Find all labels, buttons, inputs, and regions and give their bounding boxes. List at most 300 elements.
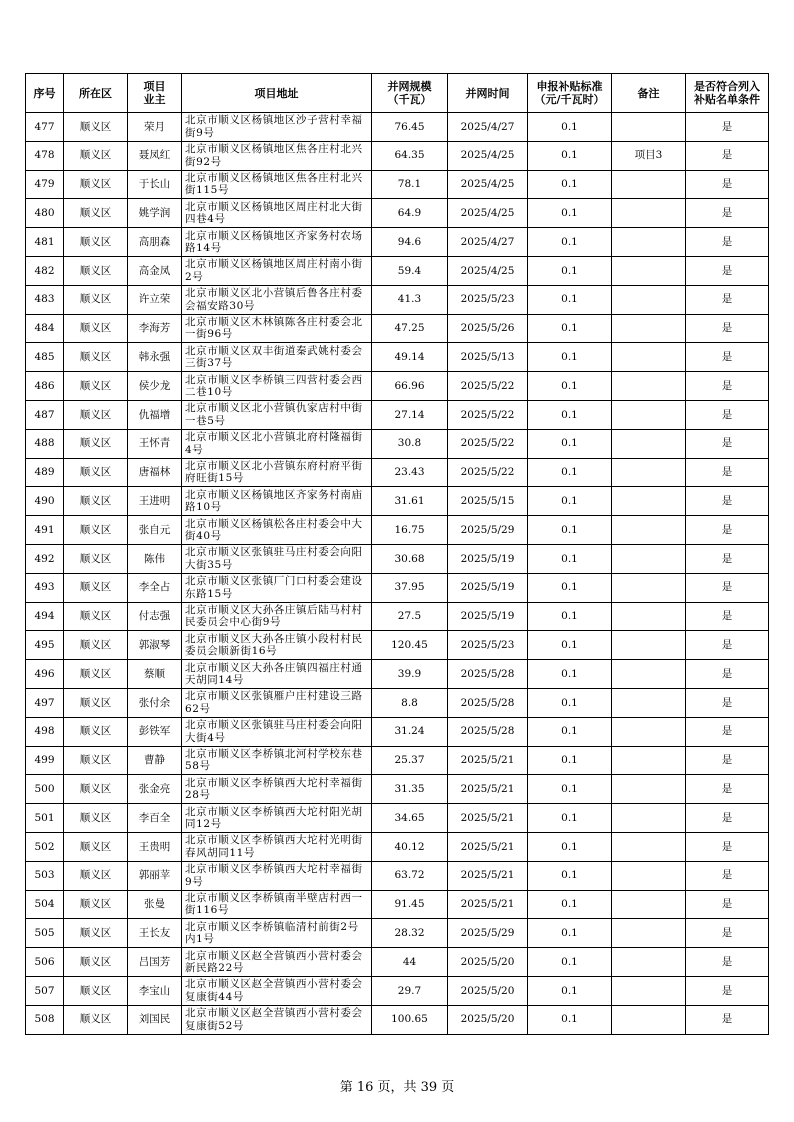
cell-district: 顺义区 — [64, 429, 128, 458]
table-row — [26, 832, 769, 861]
cell-scale: 47.25 — [372, 314, 448, 343]
table-row — [26, 544, 769, 573]
cell-district: 顺义区 — [64, 285, 128, 314]
cell-district: 顺义区 — [64, 976, 128, 1005]
header-remark: 备注 — [612, 74, 686, 113]
cell-standard: 0.1 — [528, 1005, 612, 1034]
cell-time: 2025/5/19 — [448, 573, 528, 602]
cell-scale: 94.6 — [372, 228, 448, 257]
cell-scale: 34.65 — [372, 804, 448, 833]
cell-standard: 0.1 — [528, 746, 612, 775]
cell-owner: 张自元 — [128, 516, 182, 545]
cell-eligible: 是 — [686, 861, 769, 890]
cell-scale: 29.7 — [372, 976, 448, 1005]
cell-time: 2025/5/21 — [448, 804, 528, 833]
cell-remark — [612, 948, 686, 977]
table-row — [26, 948, 769, 977]
cell-scale: 59.4 — [372, 256, 448, 285]
cell-seq: 499 — [26, 746, 64, 775]
cell-standard: 0.1 — [528, 199, 612, 228]
cell-time: 2025/5/28 — [448, 688, 528, 717]
cell-remark — [612, 285, 686, 314]
cell-address: 北京市顺义区李桥镇西大坨村幸福街28号 — [182, 775, 372, 804]
cell-standard: 0.1 — [528, 544, 612, 573]
cell-district: 顺义区 — [64, 890, 128, 919]
cell-remark — [612, 228, 686, 257]
cell-address: 北京市顺义区杨镇地区齐家务村农场路14号 — [182, 228, 372, 257]
cell-standard: 0.1 — [528, 141, 612, 170]
cell-owner: 李百全 — [128, 804, 182, 833]
cell-district: 顺义区 — [64, 861, 128, 890]
cell-standard: 0.1 — [528, 400, 612, 429]
cell-remark — [612, 113, 686, 142]
cell-remark — [612, 861, 686, 890]
cell-standard: 0.1 — [528, 458, 612, 487]
cell-owner: 付志强 — [128, 602, 182, 631]
cell-eligible: 是 — [686, 170, 769, 199]
cell-time: 2025/5/19 — [448, 602, 528, 631]
cell-eligible: 是 — [686, 314, 769, 343]
cell-eligible: 是 — [686, 948, 769, 977]
table-row — [26, 285, 769, 314]
cell-remark — [612, 602, 686, 631]
table-body — [26, 113, 769, 1035]
cell-standard: 0.1 — [528, 890, 612, 919]
cell-eligible: 是 — [686, 717, 769, 746]
cell-remark — [612, 458, 686, 487]
cell-address: 北京市顺义区张镇厂门口村委会建设东路15号 — [182, 573, 372, 602]
cell-remark — [612, 746, 686, 775]
header-district: 所在区 — [64, 74, 128, 113]
cell-district: 顺义区 — [64, 544, 128, 573]
cell-time: 2025/5/22 — [448, 400, 528, 429]
cell-time: 2025/5/28 — [448, 717, 528, 746]
table-row — [26, 573, 769, 602]
cell-time: 2025/5/28 — [448, 660, 528, 689]
cell-owner: 郭淑琴 — [128, 631, 182, 660]
cell-district: 顺义区 — [64, 372, 128, 401]
cell-eligible: 是 — [686, 487, 769, 516]
cell-scale: 49.14 — [372, 343, 448, 372]
cell-scale: 16.75 — [372, 516, 448, 545]
cell-owner: 彭铁军 — [128, 717, 182, 746]
cell-district: 顺义区 — [64, 170, 128, 199]
cell-seq: 494 — [26, 602, 64, 631]
cell-standard: 0.1 — [528, 170, 612, 199]
cell-scale: 63.72 — [372, 861, 448, 890]
cell-owner: 吕国芳 — [128, 948, 182, 977]
cell-seq: 484 — [26, 314, 64, 343]
cell-remark — [612, 660, 686, 689]
cell-seq: 482 — [26, 256, 64, 285]
cell-time: 2025/5/21 — [448, 832, 528, 861]
cell-time: 2025/5/13 — [448, 343, 528, 372]
header-eligible: 是否符合列入 补贴名单条件 — [686, 74, 769, 113]
cell-time: 2025/4/27 — [448, 228, 528, 257]
cell-seq: 481 — [26, 228, 64, 257]
cell-address: 北京市顺义区李桥镇西大坨村幸福街9号 — [182, 861, 372, 890]
cell-district: 顺义区 — [64, 948, 128, 977]
cell-district: 顺义区 — [64, 256, 128, 285]
cell-district: 顺义区 — [64, 199, 128, 228]
table-row — [26, 804, 769, 833]
table-row — [26, 314, 769, 343]
cell-eligible: 是 — [686, 113, 769, 142]
cell-seq: 477 — [26, 113, 64, 142]
cell-district: 顺义区 — [64, 804, 128, 833]
cell-address: 北京市顺义区赵全营镇西小营村委会新民路22号 — [182, 948, 372, 977]
cell-address: 北京市顺义区大孙各庄镇小段村村民委员会顺新街16号 — [182, 631, 372, 660]
table-row — [26, 141, 769, 170]
table-row — [26, 775, 769, 804]
cell-scale: 23.43 — [372, 458, 448, 487]
cell-district: 顺义区 — [64, 1005, 128, 1034]
cell-eligible: 是 — [686, 573, 769, 602]
cell-time: 2025/5/15 — [448, 487, 528, 516]
cell-district: 顺义区 — [64, 660, 128, 689]
cell-eligible: 是 — [686, 372, 769, 401]
cell-district: 顺义区 — [64, 487, 128, 516]
cell-remark — [612, 775, 686, 804]
cell-district: 顺义区 — [64, 400, 128, 429]
cell-remark — [612, 400, 686, 429]
cell-owner: 张付余 — [128, 688, 182, 717]
cell-remark — [612, 890, 686, 919]
header-scale: 并网规模 （千瓦） — [372, 74, 448, 113]
cell-eligible: 是 — [686, 746, 769, 775]
cell-time: 2025/4/27 — [448, 113, 528, 142]
table-row — [26, 861, 769, 890]
cell-seq: 501 — [26, 804, 64, 833]
table-row — [26, 256, 769, 285]
cell-district: 顺义区 — [64, 343, 128, 372]
cell-scale: 64.9 — [372, 199, 448, 228]
cell-remark: 项目3 — [612, 141, 686, 170]
header-time: 并网时间 — [448, 74, 528, 113]
table-row — [26, 343, 769, 372]
cell-seq: 480 — [26, 199, 64, 228]
cell-owner: 刘国民 — [128, 1005, 182, 1034]
cell-scale: 41.3 — [372, 285, 448, 314]
cell-time: 2025/4/25 — [448, 256, 528, 285]
cell-address: 北京市顺义区李桥镇南半壁店村西一街116号 — [182, 890, 372, 919]
cell-scale: 120.45 — [372, 631, 448, 660]
cell-remark — [612, 688, 686, 717]
cell-eligible: 是 — [686, 775, 769, 804]
cell-address: 北京市顺义区赵全营镇西小营村委会复康街44号 — [182, 976, 372, 1005]
cell-address: 北京市顺义区李桥镇临清村前街2号内1号 — [182, 919, 372, 948]
cell-eligible: 是 — [686, 228, 769, 257]
cell-owner: 姚学润 — [128, 199, 182, 228]
subsidy-table — [25, 73, 769, 1035]
cell-seq: 504 — [26, 890, 64, 919]
cell-standard: 0.1 — [528, 660, 612, 689]
table-row — [26, 372, 769, 401]
table-row — [26, 400, 769, 429]
cell-owner: 聂凤红 — [128, 141, 182, 170]
cell-scale: 44 — [372, 948, 448, 977]
cell-address: 北京市顺义区木林镇陈各庄村委会北一街96号 — [182, 314, 372, 343]
cell-remark — [612, 343, 686, 372]
header-owner: 项目 业主 — [128, 74, 182, 113]
cell-standard: 0.1 — [528, 285, 612, 314]
cell-remark — [612, 487, 686, 516]
table-row — [26, 688, 769, 717]
cell-time: 2025/5/21 — [448, 775, 528, 804]
cell-scale: 37.95 — [372, 573, 448, 602]
cell-eligible: 是 — [686, 602, 769, 631]
cell-standard: 0.1 — [528, 516, 612, 545]
cell-scale: 76.45 — [372, 113, 448, 142]
cell-owner: 唐福林 — [128, 458, 182, 487]
cell-address: 北京市顺义区张镇雁户庄村建设三路62号 — [182, 688, 372, 717]
cell-scale: 91.45 — [372, 890, 448, 919]
cell-time: 2025/4/25 — [448, 170, 528, 199]
cell-address: 北京市顺义区李桥镇北河村学校东巷58号 — [182, 746, 372, 775]
cell-scale: 100.65 — [372, 1005, 448, 1034]
cell-address: 北京市顺义区赵全营镇西小营村委会复康街52号 — [182, 1005, 372, 1034]
cell-eligible: 是 — [686, 256, 769, 285]
cell-seq: 483 — [26, 285, 64, 314]
cell-address: 北京市顺义区北小营镇后鲁各庄村委会福安路30号 — [182, 285, 372, 314]
table-row — [26, 516, 769, 545]
cell-remark — [612, 573, 686, 602]
cell-district: 顺义区 — [64, 631, 128, 660]
cell-address: 北京市顺义区张镇驻马庄村委会向阳大街35号 — [182, 544, 372, 573]
cell-remark — [612, 832, 686, 861]
table-row — [26, 429, 769, 458]
cell-scale: 39.9 — [372, 660, 448, 689]
cell-standard: 0.1 — [528, 804, 612, 833]
cell-owner: 侯少龙 — [128, 372, 182, 401]
cell-remark — [612, 314, 686, 343]
cell-time: 2025/5/20 — [448, 1005, 528, 1034]
cell-remark — [612, 976, 686, 1005]
cell-address: 北京市顺义区北小营镇北府村隆福街4号 — [182, 429, 372, 458]
header-seq: 序号 — [26, 74, 64, 113]
cell-remark — [612, 429, 686, 458]
cell-seq: 492 — [26, 544, 64, 573]
cell-time: 2025/5/22 — [448, 458, 528, 487]
cell-scale: 27.5 — [372, 602, 448, 631]
cell-eligible: 是 — [686, 429, 769, 458]
cell-owner: 于长山 — [128, 170, 182, 199]
header-standard: 申报补贴标准 （元/千瓦时） — [528, 74, 612, 113]
cell-seq: 508 — [26, 1005, 64, 1034]
table-row — [26, 170, 769, 199]
cell-remark — [612, 544, 686, 573]
table-row — [26, 228, 769, 257]
cell-address: 北京市顺义区双丰街道秦武姚村委会三街37号 — [182, 343, 372, 372]
cell-eligible: 是 — [686, 199, 769, 228]
page-footer: 第 16 页，共 39 页 — [339, 1080, 455, 1095]
cell-owner: 李全占 — [128, 573, 182, 602]
cell-remark — [612, 631, 686, 660]
cell-eligible: 是 — [686, 285, 769, 314]
cell-eligible: 是 — [686, 544, 769, 573]
cell-seq: 505 — [26, 919, 64, 948]
cell-remark — [612, 717, 686, 746]
cell-scale: 30.68 — [372, 544, 448, 573]
cell-standard: 0.1 — [528, 256, 612, 285]
cell-seq: 506 — [26, 948, 64, 977]
cell-address: 北京市顺义区杨镇松各庄村委会中大街40号 — [182, 516, 372, 545]
cell-district: 顺义区 — [64, 717, 128, 746]
cell-owner: 郭丽苹 — [128, 861, 182, 890]
cell-eligible: 是 — [686, 976, 769, 1005]
cell-standard: 0.1 — [528, 717, 612, 746]
cell-district: 顺义区 — [64, 573, 128, 602]
cell-owner: 李海芳 — [128, 314, 182, 343]
cell-standard: 0.1 — [528, 573, 612, 602]
cell-remark — [612, 1005, 686, 1034]
cell-address: 北京市顺义区李桥镇西大坨村光明街春风胡同11号 — [182, 832, 372, 861]
cell-seq: 507 — [26, 976, 64, 1005]
cell-scale: 64.35 — [372, 141, 448, 170]
cell-scale: 30.8 — [372, 429, 448, 458]
cell-time: 2025/5/22 — [448, 429, 528, 458]
cell-standard: 0.1 — [528, 314, 612, 343]
cell-scale: 25.37 — [372, 746, 448, 775]
cell-eligible: 是 — [686, 1005, 769, 1034]
cell-scale: 27.14 — [372, 400, 448, 429]
table-row — [26, 919, 769, 948]
cell-eligible: 是 — [686, 804, 769, 833]
cell-time: 2025/4/25 — [448, 199, 528, 228]
cell-district: 顺义区 — [64, 746, 128, 775]
cell-eligible: 是 — [686, 516, 769, 545]
cell-time: 2025/5/21 — [448, 861, 528, 890]
cell-standard: 0.1 — [528, 228, 612, 257]
table-header-row — [26, 74, 769, 113]
cell-eligible: 是 — [686, 890, 769, 919]
cell-scale: 40.12 — [372, 832, 448, 861]
cell-scale: 31.61 — [372, 487, 448, 516]
cell-time: 2025/5/26 — [448, 314, 528, 343]
cell-time: 2025/4/25 — [448, 141, 528, 170]
cell-remark — [612, 516, 686, 545]
cell-seq: 478 — [26, 141, 64, 170]
cell-district: 顺义区 — [64, 688, 128, 717]
cell-address: 北京市顺义区大孙各庄镇四福庄村通天胡同14号 — [182, 660, 372, 689]
cell-scale: 8.8 — [372, 688, 448, 717]
cell-time: 2025/5/19 — [448, 544, 528, 573]
cell-eligible: 是 — [686, 400, 769, 429]
cell-scale: 31.24 — [372, 717, 448, 746]
cell-owner: 李宝山 — [128, 976, 182, 1005]
cell-time: 2025/5/21 — [448, 746, 528, 775]
cell-standard: 0.1 — [528, 113, 612, 142]
cell-owner: 仇福增 — [128, 400, 182, 429]
cell-standard: 0.1 — [528, 832, 612, 861]
cell-remark — [612, 804, 686, 833]
cell-district: 顺义区 — [64, 602, 128, 631]
table-row — [26, 602, 769, 631]
cell-seq: 488 — [26, 429, 64, 458]
cell-scale: 28.32 — [372, 919, 448, 948]
table-row — [26, 631, 769, 660]
cell-time: 2025/5/20 — [448, 948, 528, 977]
cell-eligible: 是 — [686, 919, 769, 948]
cell-district: 顺义区 — [64, 775, 128, 804]
cell-standard: 0.1 — [528, 429, 612, 458]
cell-eligible: 是 — [686, 660, 769, 689]
cell-district: 顺义区 — [64, 516, 128, 545]
cell-seq: 502 — [26, 832, 64, 861]
cell-eligible: 是 — [686, 631, 769, 660]
cell-address: 北京市顺义区杨镇地区齐家务村南庙路10号 — [182, 487, 372, 516]
cell-scale: 31.35 — [372, 775, 448, 804]
cell-standard: 0.1 — [528, 861, 612, 890]
cell-address: 北京市顺义区张镇驻马庄村委会向阳大街4号 — [182, 717, 372, 746]
cell-owner: 王贵明 — [128, 832, 182, 861]
cell-time: 2025/5/29 — [448, 516, 528, 545]
cell-time: 2025/5/23 — [448, 285, 528, 314]
cell-seq: 486 — [26, 372, 64, 401]
cell-address: 北京市顺义区北小营镇仇家店村中街一巷5号 — [182, 400, 372, 429]
cell-address: 北京市顺义区杨镇地区沙子营村幸福街9号 — [182, 113, 372, 142]
cell-remark — [612, 199, 686, 228]
cell-seq: 485 — [26, 343, 64, 372]
cell-seq: 479 — [26, 170, 64, 199]
cell-owner: 王长友 — [128, 919, 182, 948]
cell-standard: 0.1 — [528, 631, 612, 660]
table-row — [26, 890, 769, 919]
cell-address: 北京市顺义区杨镇地区周庄村北大街四巷4号 — [182, 199, 372, 228]
table-row — [26, 660, 769, 689]
cell-eligible: 是 — [686, 343, 769, 372]
cell-eligible: 是 — [686, 141, 769, 170]
table-row — [26, 487, 769, 516]
cell-seq: 493 — [26, 573, 64, 602]
cell-seq: 489 — [26, 458, 64, 487]
cell-standard: 0.1 — [528, 343, 612, 372]
cell-scale: 66.96 — [372, 372, 448, 401]
cell-scale: 78.1 — [372, 170, 448, 199]
cell-standard: 0.1 — [528, 919, 612, 948]
table-row — [26, 717, 769, 746]
cell-standard: 0.1 — [528, 688, 612, 717]
cell-district: 顺义区 — [64, 113, 128, 142]
cell-standard: 0.1 — [528, 976, 612, 1005]
table-row — [26, 976, 769, 1005]
cell-owner: 张金亮 — [128, 775, 182, 804]
cell-district: 顺义区 — [64, 458, 128, 487]
cell-owner: 王进明 — [128, 487, 182, 516]
cell-address: 北京市顺义区李桥镇三四营村委会西二巷10号 — [182, 372, 372, 401]
cell-remark — [612, 256, 686, 285]
cell-time: 2025/5/21 — [448, 890, 528, 919]
cell-standard: 0.1 — [528, 602, 612, 631]
cell-address: 北京市顺义区杨镇地区周庄村南小街2号 — [182, 256, 372, 285]
cell-time: 2025/5/29 — [448, 919, 528, 948]
cell-time: 2025/5/20 — [448, 976, 528, 1005]
cell-time: 2025/5/23 — [448, 631, 528, 660]
cell-district: 顺义区 — [64, 141, 128, 170]
cell-seq: 503 — [26, 861, 64, 890]
cell-district: 顺义区 — [64, 832, 128, 861]
cell-time: 2025/5/22 — [448, 372, 528, 401]
cell-remark — [612, 372, 686, 401]
cell-owner: 高朋森 — [128, 228, 182, 257]
cell-owner: 荣月 — [128, 113, 182, 142]
cell-owner: 韩永强 — [128, 343, 182, 372]
cell-district: 顺义区 — [64, 228, 128, 257]
cell-standard: 0.1 — [528, 487, 612, 516]
cell-owner: 陈伟 — [128, 544, 182, 573]
table-row — [26, 746, 769, 775]
cell-owner: 曹静 — [128, 746, 182, 775]
